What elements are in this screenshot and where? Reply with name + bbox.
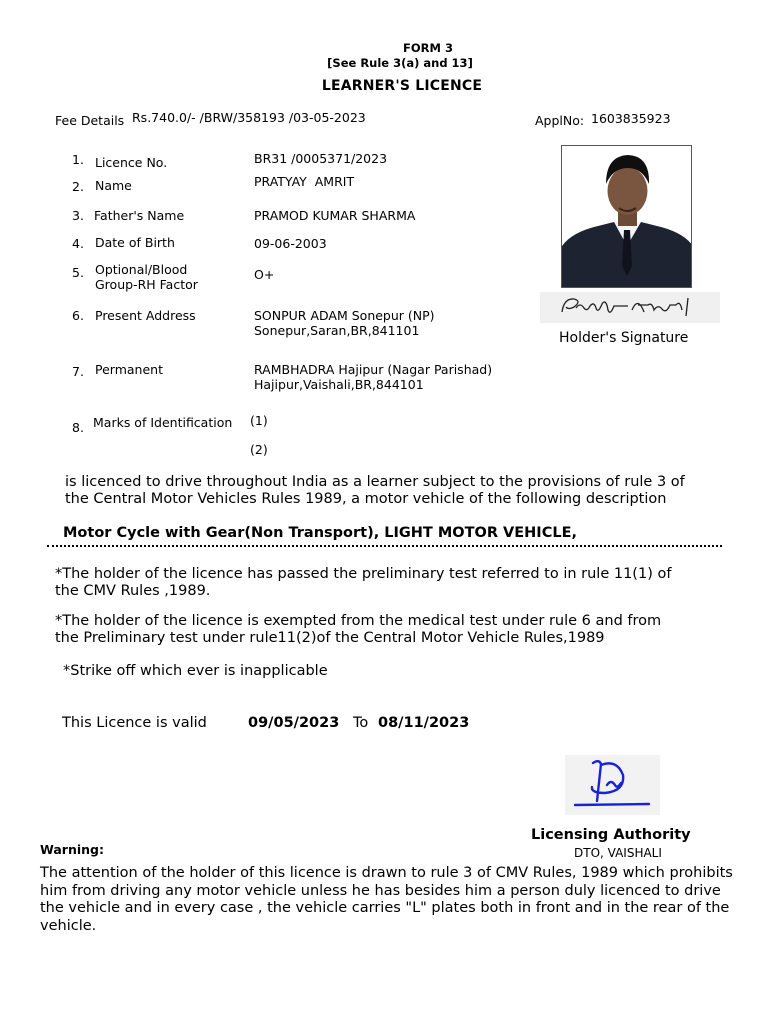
medical-exemption-note-line1: *The holder of the licence is exempted from the medical test under rule 6 and from [55, 613, 662, 629]
present-address-line1: SONPUR ADAM Sonepur (NP) [254, 308, 435, 323]
preliminary-test-note-line1: *The holder of the licence has passed the preliminary test referred to in rule 11(1) of [55, 566, 672, 582]
blood-group-value: O+ [254, 267, 275, 282]
present-address-label: Present Address [95, 308, 196, 323]
licensing-authority-signature [565, 755, 660, 815]
field-number-4: 4. [72, 236, 84, 251]
permanent-address-label: Permanent [95, 362, 163, 377]
holder-photo [561, 145, 692, 288]
fathers-name-value: PRAMOD KUMAR SHARMA [254, 208, 416, 223]
name-label: Name [95, 178, 132, 193]
present-address-line2: Sonepur,Saran,BR,841101 [254, 323, 420, 338]
strike-off-note: *Strike off which ever is inapplicable [63, 663, 328, 679]
fathers-name-label: Father's Name [94, 208, 185, 223]
holder-signature-image [540, 292, 720, 323]
identification-mark-1: (1) [250, 413, 268, 428]
name-value: PRATYAY AMRIT [254, 174, 355, 189]
holder-signature-scribble-icon [540, 292, 720, 323]
fee-details-value: Rs.740.0/- /BRW/358193 /03-05-2023 [132, 110, 366, 125]
warning-text: The attention of the holder of this licence is drawn to rule 3 of CMV Rules, 1989 which prohibits him from driving any motor vehicle unless he has besides him a person duly licenced to drive the vehicle and in every case , the vehicle carries "L" plates both in front and in the rear of the vehicle. [40, 865, 733, 934]
authority-signature-scribble-icon [565, 755, 660, 815]
field-number-1: 1. [72, 152, 84, 167]
identification-mark-2: (2) [250, 442, 268, 457]
form-number: FORM 3 [403, 41, 453, 55]
dotted-divider [47, 545, 722, 547]
field-number-6: 6. [72, 308, 84, 323]
document-title: LEARNER'S LICENCE [321, 78, 483, 94]
medical-exemption-note-line2: the Preliminary test under rule11(2)of the Central Motor Vehicle Rules,1989 [55, 630, 605, 646]
permanent-address-line2: Hajipur,Vaishali,BR,844101 [254, 377, 424, 392]
field-number-7: 7. [72, 364, 84, 379]
preliminary-test-note-line2: the CMV Rules ,1989. [55, 583, 211, 599]
valid-from-date: 09/05/2023 [248, 715, 340, 731]
field-number-5: 5. [72, 265, 84, 280]
licensing-authority-title: Licensing Authority [531, 827, 691, 843]
valid-to-date: 08/11/2023 [378, 715, 470, 731]
licence-number-label: Licence No. [95, 155, 168, 170]
holders-signature-label: Holder's Signature [559, 330, 689, 346]
application-number-label: ApplNo: [535, 113, 585, 128]
licence-number-value: BR31 /0005371/2023 [254, 151, 388, 166]
licence-body-line2: the Central Motor Vehicles Rules 1989, a motor vehicle of the following description [65, 491, 667, 507]
application-number-value: 1603835923 [591, 111, 671, 126]
fee-details-label: Fee Details [55, 113, 125, 128]
marks-of-identification-label: Marks of Identification [93, 415, 233, 430]
validity-label: This Licence is valid [62, 715, 207, 731]
field-number-2: 2. [72, 179, 84, 194]
blood-group-label-line2: Group-RH Factor [95, 277, 198, 292]
licensing-authority-office: DTO, VAISHALI [574, 846, 662, 860]
field-number-8: 8. [72, 420, 84, 435]
validity-to-word: To [353, 715, 369, 731]
vehicle-class: Motor Cycle with Gear(Non Transport), LIGHT MOTOR VEHICLE, [63, 525, 577, 541]
holder-portrait-icon [562, 146, 692, 288]
rule-reference: [See Rule 3(a) and 13] [327, 56, 473, 70]
warning-label: Warning: [40, 842, 104, 857]
permanent-address-line1: RAMBHADRA Hajipur (Nagar Parishad) [254, 362, 493, 377]
licence-body-line1: is licenced to drive throughout India as a learner subject to the provisions of rule 3 of [65, 474, 685, 490]
blood-group-label-line1: Optional/Blood [95, 262, 188, 277]
field-number-3: 3. [72, 208, 84, 223]
date-of-birth-value: 09-06-2003 [254, 236, 327, 251]
date-of-birth-label: Date of Birth [95, 235, 175, 250]
